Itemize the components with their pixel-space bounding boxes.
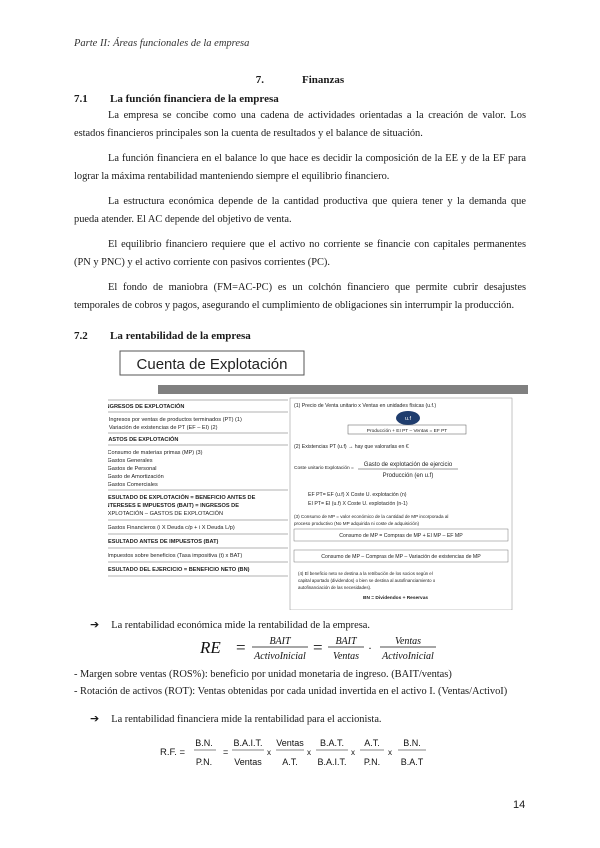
svg-text:capital aportado (dividendos): capital aportado (dividendos) o bien se destina al autofinanciamiento o bbox=[298, 578, 436, 583]
section-heading bbox=[74, 330, 251, 342]
formula-rf bbox=[160, 734, 440, 770]
svg-text:RESULTADO ANTES DE IMPUESTOS (: RESULTADO ANTES DE IMPUESTOS (BAT) bbox=[108, 539, 219, 545]
svg-text:Producción + EI PT – Ventas =: Producción + EI PT – Ventas = EF PT bbox=[366, 429, 448, 434]
svg-text:P.N.: P.N. bbox=[195, 757, 213, 767]
svg-text:Ventas: Ventas bbox=[394, 636, 422, 647]
section-title: La rentabilidad de la empresa bbox=[110, 330, 251, 342]
svg-text:EXPLOTACIÓN – GASTOS DE EXPLOT: EXPLOTACIÓN – GASTOS DE EXPLOTACIÓN bbox=[108, 511, 224, 517]
svg-text:x: x bbox=[307, 748, 311, 757]
svg-text:(3) Consumo de MP = valor econ: (3) Consumo de MP = valor económico de la cantidad de MP incorporada al bbox=[294, 514, 449, 519]
svg-text:+ Variación de existencias de: + Variación de existencias de PT (EF – EI) (2) bbox=[108, 425, 218, 431]
svg-text:Gasto de explotación de ejerci: Gasto de explotación de ejercicio bbox=[363, 462, 453, 468]
svg-text:x: x bbox=[388, 748, 392, 757]
economic-item: - Margen sobre ventas (ROS%): beneficio por unidad monetaria de ingreso. (BAIT/ventas) bbox=[74, 669, 452, 680]
page-number: 14 bbox=[513, 799, 526, 811]
svg-text:- Consumo de materias primas (: - Consumo de materias primas (MP) (3) bbox=[108, 450, 203, 456]
paragraph: La empresa se concibe como una cadena de actividades orientadas a la creación de valor. Los estados financieros principales son la cuenta de resultados y el balance de situación. bbox=[74, 110, 526, 139]
svg-text:ActivoInicial: ActivoInicial bbox=[254, 651, 306, 662]
paragraph: La función financiera en el balance lo que hace es decidir la composición de la EE y de la EF para lograr la máxima rentabilidad manteniendo siempre el equilibrio financiero. bbox=[74, 153, 526, 182]
svg-text:INTERESES E IMPUESTOS (BAIT) =: INTERESES E IMPUESTOS (BAIT) = INGRESOS DE bbox=[108, 503, 239, 509]
svg-text:- Gastos Financieros (i X Deud: - Gastos Financieros (i X Deuda c/p + i X Deuda L/p) bbox=[108, 525, 235, 531]
svg-text:(1) Precio de Venta unitario x: (1) Precio de Venta unitario x Ventas en unidades físicas (u.f.) bbox=[294, 403, 437, 409]
svg-text:EF PT= EF (u.f) X Coste U. exp: EF PT= EF (u.f) X Coste U. explotación (n) bbox=[308, 492, 407, 498]
formula-re bbox=[200, 632, 460, 664]
svg-text:BN = Dividendos + Reservas: BN = Dividendos + Reservas bbox=[363, 596, 429, 601]
svg-text:- Gastos Comerciales: - Gastos Comerciales bbox=[108, 482, 158, 488]
svg-text:- Gastos de Personal: - Gastos de Personal bbox=[108, 466, 157, 472]
svg-text:- Impuestos sobre beneficios (: - Impuestos sobre beneficios (Tasa impositiva (t) x BAT) bbox=[108, 553, 243, 559]
paragraph: La estructura económica depende de la cantidad productiva que quiera tener y la demanda que pueda atender. El AC depende del objetivo de venta. bbox=[74, 196, 526, 225]
bullet-rentabilidad-economica: ➔ La rentabilidad económica mide la rentabilidad de la empresa. bbox=[90, 618, 371, 631]
svg-text:- Gastos Generales: - Gastos Generales bbox=[108, 458, 153, 464]
svg-text:Ventas: Ventas bbox=[234, 757, 262, 767]
svg-text:R.F. =: R.F. = bbox=[160, 747, 186, 758]
svg-text:EI PT= EI (u.f) X Coste U. exp: EI PT= EI (u.f) X Coste U. explotación (n-1) bbox=[308, 501, 408, 507]
section-title: La función financiera de la empresa bbox=[110, 93, 279, 105]
svg-text:·: · bbox=[368, 641, 372, 655]
svg-text:RE: RE bbox=[200, 638, 221, 657]
arrow-icon: ➔ bbox=[90, 618, 100, 631]
svg-text:Producción (en u.f): Producción (en u.f) bbox=[382, 473, 434, 479]
svg-text:INGRESOS DE EXPLOTACIÓN: INGRESOS DE EXPLOTACIÓN bbox=[108, 404, 185, 410]
svg-text:autofinanciación de las necesi: autofinanciación de las necesidades). bbox=[298, 585, 372, 590]
svg-text:- Gasto de Amortización: - Gasto de Amortización bbox=[108, 474, 164, 480]
running-header: Parte II: Áreas funcionales de la empresa bbox=[74, 38, 250, 49]
svg-text:RESULTADO DE EXPLOTACIÓN = BEN: RESULTADO DE EXPLOTACIÓN = BENEFICIO ANTES DE bbox=[108, 495, 256, 501]
svg-text:B.N.: B.N. bbox=[195, 738, 213, 748]
economic-item: - Rotación de activos (ROT): Ventas obtenidas por cada unidad invertida en el activo I. (Ventas/ActivoI) bbox=[74, 686, 508, 697]
svg-text:(2) Existencias PT (u.f) → h: (2) Existencias PT (u.f) → hay que valorarlas en € bbox=[294, 444, 409, 450]
section-number: 7.2 bbox=[74, 330, 88, 342]
section-heading bbox=[74, 93, 279, 105]
figure-title: Cuenta de Explotación bbox=[136, 356, 288, 373]
svg-text:Consumo de MP = Compras de MP: Consumo de MP = Compras de MP + EI MP – EF MP bbox=[339, 533, 463, 539]
svg-text:+ Ingresos por ventas de produ: + Ingresos por ventas de productos terminados (PT) (1) bbox=[108, 417, 242, 423]
svg-text:B.A.T: B.A.T bbox=[400, 757, 424, 767]
svg-text:B.A.T.: B.A.T. bbox=[319, 738, 345, 748]
chapter-number: 7. bbox=[255, 74, 265, 86]
svg-text:=: = bbox=[236, 638, 246, 657]
svg-text:Ventas: Ventas bbox=[276, 738, 304, 748]
svg-text:proceso productivo (No MP adqu: proceso productivo (No MP adquirida ni coste de adquisición) bbox=[294, 521, 420, 526]
svg-text:P.N.: P.N. bbox=[363, 757, 381, 767]
svg-text:GASTOS DE EXPLOTACIÓN: GASTOS DE EXPLOTACIÓN bbox=[108, 437, 179, 443]
svg-text:B.A.I.T.: B.A.I.T. bbox=[317, 757, 347, 767]
svg-text:x: x bbox=[267, 748, 271, 757]
chapter-title bbox=[0, 74, 600, 86]
svg-text:BAIT: BAIT bbox=[269, 636, 291, 647]
svg-text:=: = bbox=[223, 747, 229, 757]
svg-text:A.T.: A.T. bbox=[364, 738, 380, 748]
explotacion-notes bbox=[290, 398, 512, 610]
paragraph: El fondo de maniobra (FM=AC-PC) es un colchón financiero que permite cubrir desajustes temporales de cobros y pagos, asegurando el cumplimiento de obligaciones sin interrumpir la producción. bbox=[74, 282, 526, 311]
explotacion-table bbox=[108, 400, 288, 576]
svg-text:u.f: u.f bbox=[404, 416, 412, 422]
svg-text:Consumo de MP – Compras de MP: Consumo de MP – Compras de MP – Variación de existencias de MP bbox=[321, 554, 481, 560]
svg-text:ActivoInicial: ActivoInicial bbox=[382, 651, 434, 662]
svg-text:A.T.: A.T. bbox=[282, 757, 298, 767]
section-number: 7.1 bbox=[74, 93, 88, 105]
svg-text:B.N.: B.N. bbox=[403, 738, 421, 748]
cuenta-explotacion-figure bbox=[108, 345, 528, 610]
bullet-rentabilidad-financiera: ➔ La rentabilidad financiera mide la rentabilidad para el accionista. bbox=[90, 712, 382, 725]
svg-text:=: = bbox=[313, 638, 323, 657]
arrow-icon: ➔ bbox=[90, 712, 100, 725]
svg-text:B.A.I.T.: B.A.I.T. bbox=[233, 738, 263, 748]
chapter-name: Finanzas bbox=[302, 74, 345, 86]
svg-text:x: x bbox=[351, 748, 355, 757]
paragraph: El equilibrio financiero requiere que el activo no corriente se financie con capitales permanentes (PN y PNC) y el activo corriente con pasivos corrientes (PC). bbox=[74, 239, 526, 268]
svg-text:BAIT: BAIT bbox=[335, 636, 357, 647]
svg-text:Coste unitario Explotación =: Coste unitario Explotación = bbox=[294, 466, 354, 471]
svg-text:Ventas: Ventas bbox=[332, 651, 360, 662]
svg-text:(4) El beneficio neto se desti: (4) El beneficio neto se destina a la retribución de los socios según el bbox=[298, 571, 433, 576]
svg-text:RESULTADO DEL EJERCICIO = BENE: RESULTADO DEL EJERCICIO = BENEFICIO NETO (BN) bbox=[108, 567, 250, 573]
